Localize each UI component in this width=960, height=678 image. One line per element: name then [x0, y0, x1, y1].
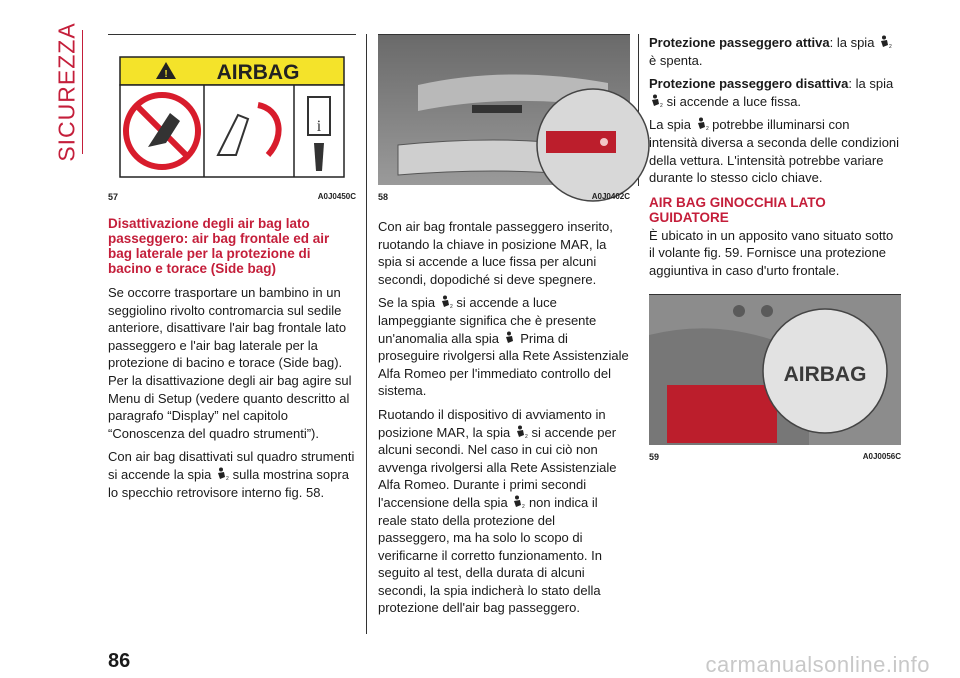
section-heading: AIR BAG GINOCCHIA LATO GUIDATORE: [649, 194, 826, 225]
paragraph: Se la spia 2 si accende a luce lampeggiante significa che è presente un'anomalia alla spia Prima di proseguire rivolgersi alla Rete Assistenziale Alfa Romeo per l'immediato controllo del sistema.: [378, 295, 629, 399]
paragraph: Protezione passeggero attiva: la spia 2 è spenta.: [649, 35, 892, 68]
page-number: 86: [108, 650, 131, 672]
figure-57: [108, 34, 356, 202]
airbag-off-icon: [650, 94, 662, 108]
paragraph: Se occorre trasportare un bambino in un seggiolino rivolto contromarcia sul sedile anteriore, disattivare l'air bag frontale lato passeggero e l'air bag laterale per la protezione di bacino e torace (Side bag). Per la disattivazione degli air bag agire sul Menu di Setup (vedere quanto descritto al paragrafo “Display” nel capitolo “Conoscenza del quadro strumenti”).: [108, 285, 352, 441]
figure-label: AIRBAG: [216, 61, 300, 84]
figure-label: AIRBAG: [783, 362, 867, 386]
knee-airbag-image: [649, 295, 901, 445]
svg-text:2: 2: [449, 304, 453, 311]
figure-number: 59: [649, 451, 660, 462]
paragraph: Con air bag frontale passeggero inserito, ruotando la chiave in posizione MAR, la spia si accende a luce fissa per alcuni secondi, dopodiché si deve spegnere.: [378, 219, 613, 287]
airbag-warning-label-image: [108, 35, 356, 185]
paragraph: Protezione passeggero disattiva: la spia 2 si accende a luce fissa.: [649, 76, 894, 109]
figure-number: 58: [378, 192, 389, 202]
airbag-off-icon: [515, 425, 527, 439]
airbag-off-icon: [440, 295, 452, 309]
section-title: SICUREZZA: [53, 22, 80, 162]
paragraph: Ruotando il dispositivo di avviamento in posizione MAR, la spia 2 si accende per alcuni secondi. Nel caso in cui ciò non avvenga rivolgersi alla Rete Assistenziale Alfa Romeo. Durante i primi secondi l'accensione della spia 2 non indica il reale stato della protezione del passeggero, ma ha solo lo scopo di verificarne il corretto funzionamento. In seguito al test, della durata di alcuni secondi, la spia indicherà lo stato della protezione dell'air bag passeggero.: [378, 406, 617, 616]
svg-text:2: 2: [705, 126, 709, 133]
figure-code: A0J0056C: [862, 451, 901, 461]
airbag-off-icon: [696, 117, 708, 131]
paragraph: La spia 2 potrebbe illuminarsi con intensità diversa a seconda delle condizioni della vettura. L'intensità potrebbe variare durante lo stesso ciclo chiave.: [649, 117, 900, 186]
footer-watermark: carmanualsonline.info: [705, 652, 930, 677]
column-divider: [366, 34, 367, 634]
figure-caption: [108, 188, 356, 202]
mirror-indicator-image: [378, 35, 630, 185]
paragraph: È ubicato in un apposito vano situato sotto il volante fig. 59. Fornisce una protezione aggiuntiva in caso d'urto frontale.: [649, 227, 894, 278]
svg-text:2: 2: [522, 503, 526, 510]
svg-text:!: !: [164, 69, 168, 80]
figure-caption: [378, 188, 630, 202]
section-divider: [82, 30, 83, 154]
svg-text:2: 2: [524, 433, 528, 440]
paragraph: Con air bag disattivati sul quadro strumenti si accende la spia 2 sulla mostrina sopra lo specchio retrovisore interno fig. 58.: [108, 449, 355, 500]
svg-text:2: 2: [660, 102, 663, 109]
figure-58: [378, 34, 630, 202]
figure-caption: [649, 448, 901, 462]
airbag-off-icon: [512, 495, 524, 509]
svg-text:i: i: [316, 118, 322, 135]
column-2: [378, 34, 630, 623]
figure-59: [649, 294, 901, 462]
section-heading: Disattivazione degli air bag lato passeggero: air bag frontale ed air bag laterale per la protezione di bacino e torace (Side bag): [108, 216, 330, 276]
figure-code: A0J0450C: [317, 192, 356, 201]
column-1: [108, 34, 356, 507]
airbag-off-icon: [879, 35, 891, 49]
svg-text:2: 2: [225, 475, 229, 482]
column-3: [649, 34, 901, 462]
airbag-off-icon: [216, 467, 228, 481]
figure-number: 57: [108, 192, 119, 202]
section-tab: [52, 22, 82, 162]
airbag-warning-icon: [504, 331, 516, 345]
svg-text:2: 2: [889, 44, 892, 50]
figure-code: A0J0402C: [591, 192, 630, 201]
